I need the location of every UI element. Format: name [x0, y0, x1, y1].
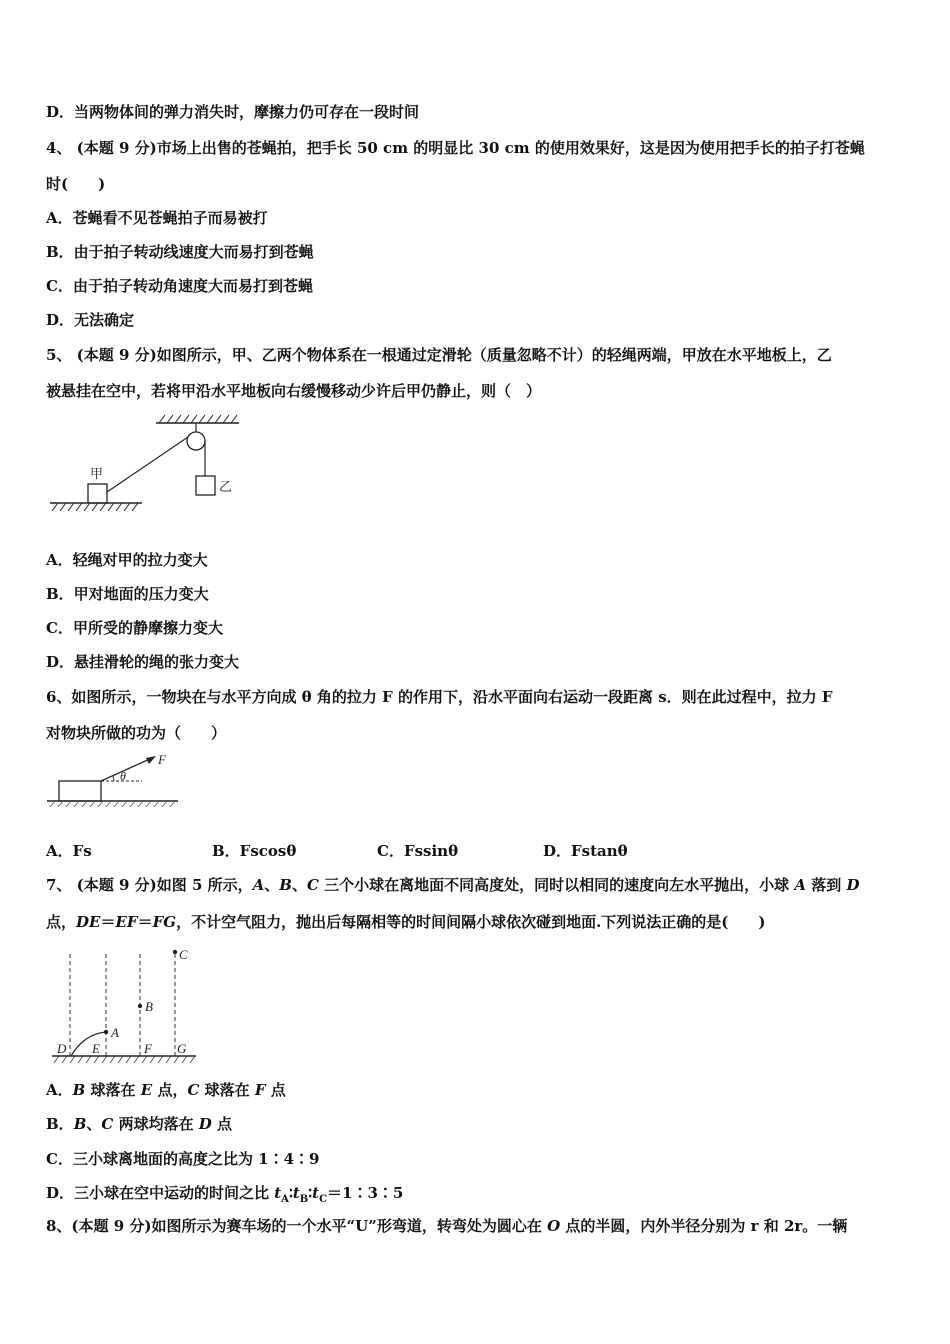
q6-option-c: C．Fssinθ — [377, 842, 459, 860]
q7-stem-line1: 7、 (本题 9 分)如图 5 所示，A、B、C 三个小球在离地面不同高度处，同时以相同的速度向左水平抛出，小球 A 落到 D — [46, 876, 860, 894]
label-theta: θ — [120, 769, 126, 783]
q5-option-d: D．悬挂滑轮的绳的张力变大 — [46, 653, 240, 671]
q7-projectile-figure — [44, 944, 204, 1066]
label-c: C — [179, 947, 188, 962]
label-f: F — [144, 1041, 152, 1056]
q6-option-b: B．Fscosθ — [212, 842, 297, 860]
block — [59, 781, 101, 801]
q6-option-a: A．Fs — [46, 842, 92, 860]
label-e: E — [92, 1041, 100, 1056]
q5-option-a: A．轻绳对甲的拉力变大 — [46, 551, 208, 569]
q4-stem-line1: 4、 (本题 9 分)市场上出售的苍蝇拍，把手长 50 cm 的明显比 30 cm 的使用效果好，这是因为使用把手长的拍子打苍蝇 — [46, 139, 865, 157]
q7-option-d: D．三小球在空中运动的时间之比 $t_A∶t_B∶t_C=1∶3∶5$ — [46, 1184, 404, 1205]
ball-c — [173, 950, 177, 954]
q7-option-a: A．B 球落在 E 点，C 球落在 F 点 — [46, 1081, 286, 1099]
q6-stem-line1: 6、如图所示，一物块在与水平方向成 θ 角的拉力 F 的作用下，沿水平面向右运动一段距离 s．则在此过程中，拉力 F — [46, 688, 833, 706]
label-jia: 甲 — [90, 466, 104, 481]
block-yi — [196, 476, 215, 495]
q6-option-d: D．Fstanθ — [543, 842, 628, 860]
ball-b — [138, 1004, 142, 1008]
q5-stem-line1: 5、 (本题 9 分)如图所示，甲、乙两个物体系在一根通过定滑轮（质量忽略不计）的轻绳两端，甲放在水平地板上，乙 — [46, 346, 832, 364]
q4-stem-line2: 时( ) — [46, 175, 106, 193]
q4-option-b: B．由于拍子转动线速度大而易打到苍蝇 — [46, 243, 314, 261]
q5-option-c: C．甲所受的静摩擦力变大 — [46, 619, 223, 637]
label-force: F — [158, 752, 166, 767]
q7-option-b: B．B、C 两球均落在 D 点 — [46, 1115, 233, 1133]
q7-stem-line2: 点，DE＝EF＝FG，不计空气阻力，抛出后每隔相等的时间间隔小球依次碰到地面.下列说法正确的是( ) — [46, 913, 766, 931]
label-d: D — [57, 1041, 67, 1056]
q6-stem-line2: 对物块所做的功为（ ） — [46, 724, 227, 742]
q3-option-d: D．当两物体间的弹力消失时，摩擦力仍可存在一段时间 — [46, 103, 420, 121]
q5-option-b: B．甲对地面的压力变大 — [46, 585, 209, 603]
q4-option-d: D．无法确定 — [46, 311, 135, 329]
q8-stem-line1: 8、(本题 9 分)如图所示为赛车场的一个水平“U”形弯道，转弯处为圆心在 O 点的半圆，内外半径分别为 r 和 2r。一辆 — [46, 1217, 848, 1235]
q4-option-c: C．由于拍子转动角速度大而易打到苍蝇 — [46, 277, 313, 295]
label-yi: 乙 — [219, 479, 233, 494]
label-g: G — [177, 1041, 187, 1056]
block-jia — [88, 484, 107, 503]
q5-stem-line2: 被悬挂在空中，若将甲沿水平地板向右缓慢移动少许后甲仍静止，则（ ） — [46, 382, 542, 400]
ball-a — [104, 1030, 108, 1034]
q7-option-c: C．三小球离地面的高度之比为 1∶4∶9 — [46, 1150, 320, 1168]
label-b: B — [145, 999, 153, 1014]
q4-option-a: A．苍蝇看不见苍蝇拍子而易被打 — [46, 209, 268, 227]
q5-pulley-figure — [44, 412, 244, 516]
label-a: A — [111, 1025, 119, 1040]
q6-force-figure — [44, 752, 182, 808]
